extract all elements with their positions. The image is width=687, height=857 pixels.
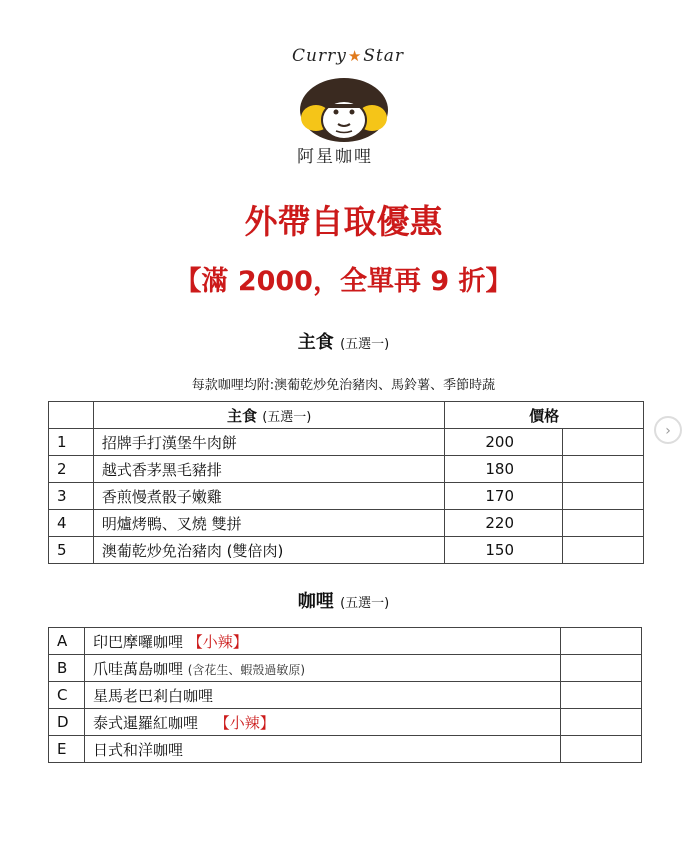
row-number: 1 xyxy=(49,429,94,456)
row-item-name: 越式香茅黑毛豬排 xyxy=(93,456,444,483)
row-price: 150 xyxy=(445,537,563,564)
row-number: 4 xyxy=(49,510,94,537)
logo-chinese-name: 阿星咖哩 xyxy=(297,147,373,167)
curry-table xyxy=(48,627,642,763)
row-qty-cell xyxy=(561,655,642,682)
table-row xyxy=(49,682,642,709)
row-number: 3 xyxy=(49,483,94,510)
row-letter: D xyxy=(49,709,85,736)
mains-heading-label: 主食 xyxy=(297,332,334,353)
mains-col-price: 價格 xyxy=(445,402,644,429)
curry-heading-label: 咖哩 xyxy=(297,591,334,612)
row-price: 180 xyxy=(445,456,563,483)
mains-heading-note: (五選一) xyxy=(340,337,390,352)
row-qty-cell xyxy=(563,537,644,564)
row-qty-cell xyxy=(563,429,644,456)
mains-table xyxy=(48,401,644,564)
table-row xyxy=(49,709,642,736)
row-curry-name: 印巴摩囉咖哩 【小辣】 xyxy=(84,628,560,655)
table-row xyxy=(49,483,644,510)
chevron-right-icon[interactable]: › xyxy=(654,416,682,444)
row-curry-name: 爪哇萬島咖哩 (含花生、蝦殼過敏原) xyxy=(84,655,560,682)
row-number: 5 xyxy=(49,537,94,564)
table-row xyxy=(49,655,642,682)
row-item-name: 澳葡乾炒免治豬肉 (雙倍肉) xyxy=(93,537,444,564)
curry-heading-note: (五選一) xyxy=(340,596,390,611)
row-qty-cell xyxy=(563,456,644,483)
logo-word-star: Star xyxy=(363,46,405,66)
spicy-tag: 【小辣】 xyxy=(187,632,248,651)
table-row xyxy=(49,429,644,456)
row-qty-cell xyxy=(563,510,644,537)
allergen-note: (含花生、蝦殼過敏原) xyxy=(187,662,306,677)
row-curry-name: 日式和洋咖哩 xyxy=(84,736,560,763)
row-letter: C xyxy=(49,682,85,709)
row-price: 220 xyxy=(445,510,563,537)
table-row xyxy=(49,510,644,537)
row-number: 2 xyxy=(49,456,94,483)
row-price: 170 xyxy=(445,483,563,510)
mains-heading xyxy=(0,328,687,354)
row-curry-name: 泰式暹羅紅咖哩 【小辣】 xyxy=(84,709,560,736)
page-title: 外帶自取優惠 xyxy=(244,202,443,241)
mains-col-item: 主食 (五選一) xyxy=(93,402,444,429)
monkey-logo-icon xyxy=(294,74,394,144)
row-letter: E xyxy=(49,736,85,763)
logo-word-curry: Curry xyxy=(292,46,347,66)
mains-table-header xyxy=(49,402,644,429)
row-qty-cell xyxy=(561,628,642,655)
row-qty-cell xyxy=(561,736,642,763)
row-letter: A xyxy=(49,628,85,655)
row-letter: B xyxy=(49,655,85,682)
logo-top-text xyxy=(292,46,404,66)
table-row xyxy=(49,736,642,763)
star-icon: ★ xyxy=(347,47,363,65)
curry-heading xyxy=(0,587,687,613)
table-row xyxy=(49,537,644,564)
row-price: 200 xyxy=(445,429,563,456)
table-row xyxy=(49,456,644,483)
row-item-name: 香煎慢煮骰子嫩雞 xyxy=(93,483,444,510)
spicy-tag: 【小辣】 xyxy=(214,713,275,732)
row-qty-cell xyxy=(563,483,644,510)
row-item-name: 明爐烤鴨、叉燒 雙拼 xyxy=(93,510,444,537)
row-qty-cell xyxy=(561,709,642,736)
mains-note: 每款咖哩均附:澳葡乾炒免治豬肉、馬鈴薯、季節時蔬 xyxy=(191,378,496,393)
row-qty-cell xyxy=(561,682,642,709)
row-item-name: 招牌手打漢堡牛肉餅 xyxy=(93,429,444,456)
row-curry-name: 星馬老巴剎白咖哩 xyxy=(84,682,560,709)
promo-text: 【滿 2000，全單再 9 折】 xyxy=(174,266,513,297)
table-row xyxy=(49,628,642,655)
